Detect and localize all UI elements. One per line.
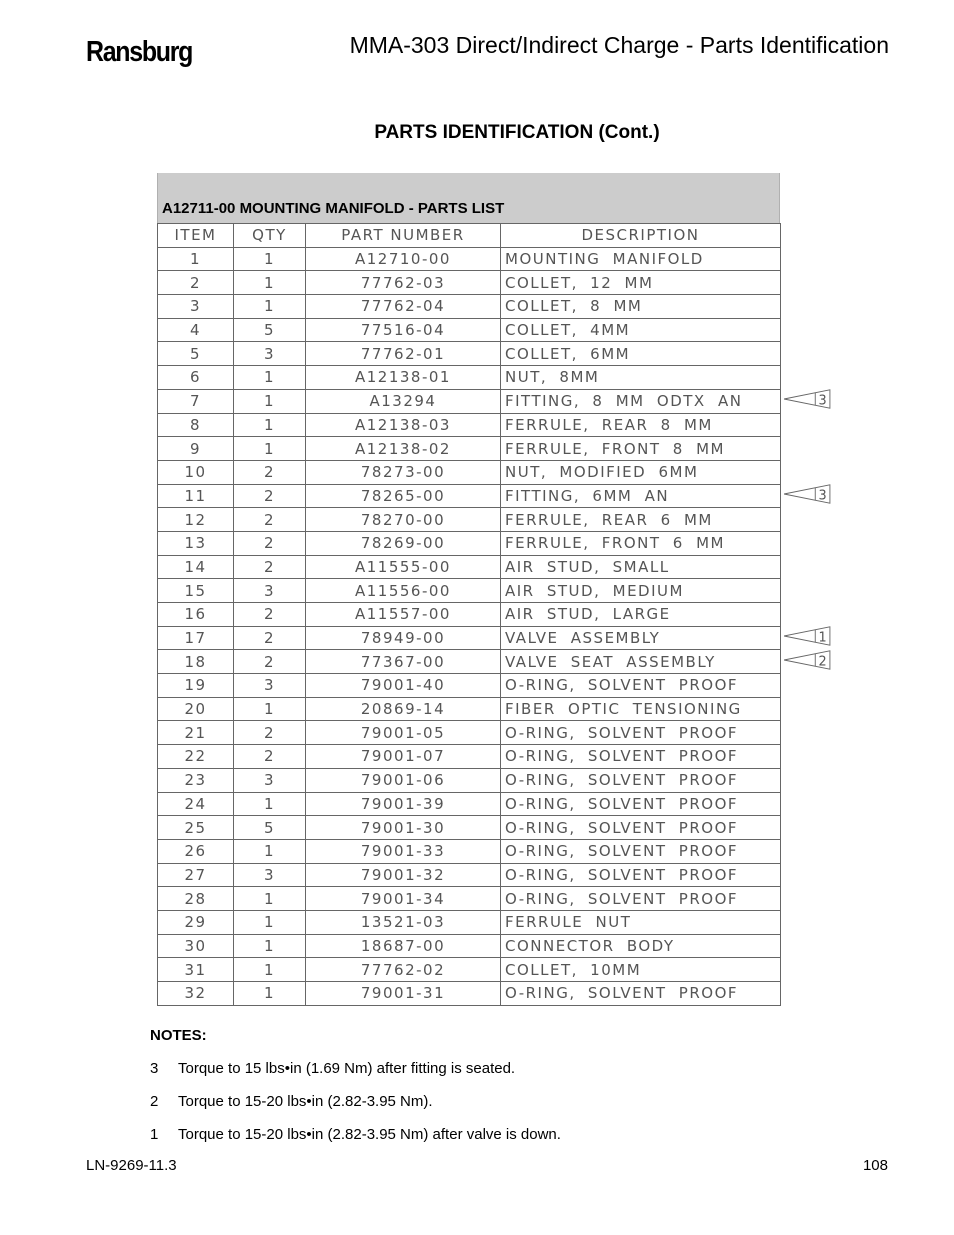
qty-cell: 3 (234, 674, 306, 698)
qty-cell: 3 (234, 342, 306, 366)
part-number-cell: 77516-04 (306, 318, 501, 342)
part-number-cell: 79001-39 (306, 792, 501, 816)
table-row (158, 295, 781, 319)
description-cell: AIR STUD, LARGE (501, 603, 781, 627)
part-number-cell: 78265-00 (306, 484, 501, 508)
description-cell: VALVE SEAT ASSEMBLY (501, 650, 781, 674)
item-cell: 23 (158, 768, 234, 792)
qty-cell: 1 (234, 437, 306, 461)
note-flag (780, 483, 834, 505)
item-cell: 32 (158, 982, 234, 1006)
table-row (158, 271, 781, 295)
table-row (158, 934, 781, 958)
description-cell: NUT, 8MM (501, 366, 781, 390)
item-cell: 7 (158, 389, 234, 413)
part-number-cell: 79001-05 (306, 721, 501, 745)
item-cell: 30 (158, 934, 234, 958)
item-cell: 26 (158, 839, 234, 863)
table-row (158, 413, 781, 437)
description-cell: VALVE ASSEMBLY (501, 626, 781, 650)
table-row (158, 839, 781, 863)
note-flag-number: 3 (818, 393, 827, 409)
part-number-cell: 77367-00 (306, 650, 501, 674)
description-cell: FERRULE, REAR 6 MM (501, 508, 781, 532)
table-row (158, 697, 781, 721)
qty-cell: 1 (234, 839, 306, 863)
parts-list (157, 173, 780, 1006)
description-cell: O-RING, SOLVENT PROOF (501, 863, 781, 887)
qty-cell: 2 (234, 603, 306, 627)
description-cell: O-RING, SOLVENT PROOF (501, 887, 781, 911)
note-text: Torque to 15 lbs•in (1.69 Nm) after fitting is seated. (178, 1060, 516, 1077)
table-row (158, 910, 781, 934)
description-cell: O-RING, SOLVENT PROOF (501, 721, 781, 745)
note-number: 2 (150, 1093, 159, 1110)
part-number-cell: 79001-34 (306, 887, 501, 911)
note-flag-number: 2 (818, 654, 827, 670)
qty-cell: 1 (234, 413, 306, 437)
item-cell: 6 (158, 366, 234, 390)
item-cell: 25 (158, 816, 234, 840)
part-number-cell: 77762-04 (306, 295, 501, 319)
description-cell: FERRULE, REAR 8 MM (501, 413, 781, 437)
part-number-cell: 79001-07 (306, 745, 501, 769)
qty-cell: 1 (234, 910, 306, 934)
document-number: LN-9269-11.3 (86, 1157, 177, 1174)
ransburg-logo: Ransburg (86, 36, 193, 68)
part-number-cell: 79001-30 (306, 816, 501, 840)
part-number-cell: A11557-00 (306, 603, 501, 627)
table-row (158, 745, 781, 769)
item-cell: 31 (158, 958, 234, 982)
description-cell: FERRULE, FRONT 8 MM (501, 437, 781, 461)
item-cell: 22 (158, 745, 234, 769)
qty-cell: 1 (234, 792, 306, 816)
note-text: Torque to 15-20 lbs•in (2.82-3.95 Nm). (178, 1093, 433, 1110)
table-row (158, 674, 781, 698)
part-number-cell: 78269-00 (306, 531, 501, 555)
table-row (158, 792, 781, 816)
table-row (158, 863, 781, 887)
qty-cell: 1 (234, 982, 306, 1006)
description-cell: AIR STUD, SMALL (501, 555, 781, 579)
part-number-cell: A12138-02 (306, 437, 501, 461)
item-cell: 17 (158, 626, 234, 650)
part-number-cell: 77762-02 (306, 958, 501, 982)
item-cell: 13 (158, 531, 234, 555)
item-cell: 16 (158, 603, 234, 627)
part-number-cell: 13521-03 (306, 910, 501, 934)
qty-cell: 1 (234, 271, 306, 295)
part-number-cell: 20869-14 (306, 697, 501, 721)
description-cell: COLLET, 6MM (501, 342, 781, 366)
table-row (158, 318, 781, 342)
item-cell: 3 (158, 295, 234, 319)
column-header-part-number: PART NUMBER (306, 224, 501, 248)
header-title: MMA-303 Direct/Indirect Charge - Parts Identification (349, 32, 889, 58)
item-cell: 5 (158, 342, 234, 366)
item-cell: 20 (158, 697, 234, 721)
table-row (158, 555, 781, 579)
part-number-cell: 78270-00 (306, 508, 501, 532)
table-row (158, 531, 781, 555)
part-number-cell: A12138-03 (306, 413, 501, 437)
table-row (158, 816, 781, 840)
description-cell: O-RING, SOLVENT PROOF (501, 745, 781, 769)
table-row (158, 342, 781, 366)
description-cell: CONNECTOR BODY (501, 934, 781, 958)
qty-cell: 1 (234, 295, 306, 319)
note-flag (780, 388, 834, 410)
note-number: 1 (150, 1126, 159, 1143)
qty-cell: 2 (234, 626, 306, 650)
description-cell: O-RING, SOLVENT PROOF (501, 839, 781, 863)
item-cell: 4 (158, 318, 234, 342)
qty-cell: 2 (234, 484, 306, 508)
qty-cell: 1 (234, 934, 306, 958)
note-flag (780, 649, 834, 671)
qty-cell: 1 (234, 247, 306, 271)
part-number-cell: 79001-06 (306, 768, 501, 792)
qty-cell: 3 (234, 579, 306, 603)
description-cell: O-RING, SOLVENT PROOF (501, 816, 781, 840)
description-cell: COLLET, 12 MM (501, 271, 781, 295)
item-cell: 19 (158, 674, 234, 698)
note-item (150, 1093, 433, 1110)
column-header-item: ITEM (158, 224, 234, 248)
table-row (158, 768, 781, 792)
description-cell: FERRULE NUT (501, 910, 781, 934)
part-number-cell: A12138-01 (306, 366, 501, 390)
item-cell: 11 (158, 484, 234, 508)
part-number-cell: 77762-01 (306, 342, 501, 366)
description-cell: O-RING, SOLVENT PROOF (501, 982, 781, 1006)
description-cell: O-RING, SOLVENT PROOF (501, 768, 781, 792)
description-cell: FERRULE, FRONT 6 MM (501, 531, 781, 555)
item-cell: 1 (158, 247, 234, 271)
table-row (158, 650, 781, 674)
item-cell: 27 (158, 863, 234, 887)
description-cell: FITTING, 6MM AN (501, 484, 781, 508)
table-row (158, 460, 781, 484)
note-text: Torque to 15-20 lbs•in (2.82-3.95 Nm) after valve is down. (178, 1126, 561, 1143)
note-item (150, 1126, 561, 1143)
qty-cell: 2 (234, 650, 306, 674)
qty-cell: 5 (234, 318, 306, 342)
description-cell: O-RING, SOLVENT PROOF (501, 792, 781, 816)
qty-cell: 3 (234, 768, 306, 792)
table-row (158, 603, 781, 627)
description-cell: FITTING, 8 MM ODTX AN (501, 389, 781, 413)
part-number-cell: A12710-00 (306, 247, 501, 271)
description-cell: COLLET, 4MM (501, 318, 781, 342)
page-number: 108 (862, 1157, 888, 1174)
parts-list-caption: A12711-00 MOUNTING MANIFOLD - PARTS LIST (157, 173, 780, 223)
description-cell: MOUNTING MANIFOLD (501, 247, 781, 271)
item-cell: 24 (158, 792, 234, 816)
item-cell: 9 (158, 437, 234, 461)
part-number-cell: 79001-40 (306, 674, 501, 698)
part-number-cell: 79001-33 (306, 839, 501, 863)
qty-cell: 2 (234, 745, 306, 769)
description-cell: COLLET, 8 MM (501, 295, 781, 319)
qty-cell: 3 (234, 863, 306, 887)
table-row (158, 247, 781, 271)
qty-cell: 1 (234, 366, 306, 390)
item-cell: 2 (158, 271, 234, 295)
note-flag-number: 3 (818, 488, 827, 504)
qty-cell: 2 (234, 508, 306, 532)
qty-cell: 2 (234, 555, 306, 579)
table-row (158, 626, 781, 650)
table-row (158, 437, 781, 461)
description-cell: FIBER OPTIC TENSIONING (501, 697, 781, 721)
table-row (158, 579, 781, 603)
item-cell: 8 (158, 413, 234, 437)
table-row (158, 958, 781, 982)
description-cell: NUT, MODIFIED 6MM (501, 460, 781, 484)
note-number: 3 (150, 1060, 159, 1077)
description-cell: O-RING, SOLVENT PROOF (501, 674, 781, 698)
part-number-cell: 18687-00 (306, 934, 501, 958)
page-heading: PARTS IDENTIFICATION (Cont.) (374, 122, 660, 143)
table-row (158, 389, 781, 413)
part-number-cell: A11555-00 (306, 555, 501, 579)
parts-table-header (158, 224, 781, 248)
table-row (158, 484, 781, 508)
note-flag-number: 1 (818, 630, 827, 646)
qty-cell: 2 (234, 531, 306, 555)
parts-table (157, 223, 781, 1006)
qty-cell: 1 (234, 887, 306, 911)
table-row (158, 721, 781, 745)
qty-cell: 1 (234, 697, 306, 721)
part-number-cell: 79001-31 (306, 982, 501, 1006)
table-row (158, 982, 781, 1006)
item-cell: 10 (158, 460, 234, 484)
note-item (150, 1060, 515, 1077)
item-cell: 18 (158, 650, 234, 674)
qty-cell: 1 (234, 958, 306, 982)
qty-cell: 2 (234, 460, 306, 484)
parts-table-body (158, 247, 781, 1005)
item-cell: 15 (158, 579, 234, 603)
table-row (158, 887, 781, 911)
column-header-qty: QTY (234, 224, 306, 248)
part-number-cell: A11556-00 (306, 579, 501, 603)
item-cell: 14 (158, 555, 234, 579)
item-cell: 21 (158, 721, 234, 745)
part-number-cell: A13294 (306, 389, 501, 413)
part-number-cell: 78273-00 (306, 460, 501, 484)
item-cell: 29 (158, 910, 234, 934)
qty-cell: 2 (234, 721, 306, 745)
item-cell: 12 (158, 508, 234, 532)
notes-heading: NOTES: (150, 1027, 207, 1044)
column-header-description: DESCRIPTION (501, 224, 781, 248)
item-cell: 28 (158, 887, 234, 911)
note-flag (780, 625, 834, 647)
qty-cell: 5 (234, 816, 306, 840)
part-number-cell: 77762-03 (306, 271, 501, 295)
description-cell: AIR STUD, MEDIUM (501, 579, 781, 603)
part-number-cell: 79001-32 (306, 863, 501, 887)
description-cell: COLLET, 10MM (501, 958, 781, 982)
qty-cell: 1 (234, 389, 306, 413)
table-row (158, 366, 781, 390)
table-row (158, 508, 781, 532)
part-number-cell: 78949-00 (306, 626, 501, 650)
